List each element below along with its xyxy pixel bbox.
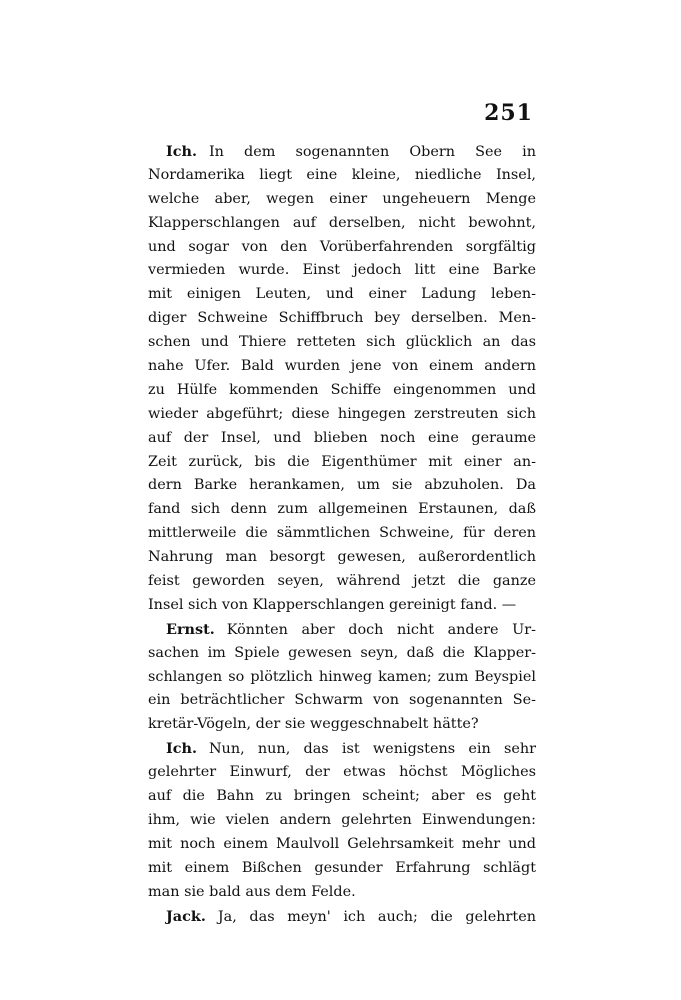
- text-line: mit einem Bißchen gesunder Erfahrung schlägt: [148, 859, 536, 876]
- text-line: wieder abgeführt; diese hingegen zerstreuten sich: [148, 405, 536, 422]
- page-number: 251: [484, 100, 533, 126]
- text-line: dern Barke herankamen, um sie abzuholen. Da: [148, 477, 536, 494]
- text-line: schlangen so plötzlich hinweg kamen; zum Beyspiel: [148, 668, 536, 685]
- text-line: [148, 618, 536, 642]
- speaker-name: Ich.: [166, 143, 197, 160]
- text-line: und sogar von den Vorüberfahrenden sorgfältig: [148, 238, 536, 255]
- speaker-name: Ich.: [166, 740, 197, 758]
- text-line: auf der Insel, und blieben noch eine geraume: [148, 429, 536, 446]
- text-line: ihm, wie vielen andern gelehrten Einwendungen:: [148, 811, 536, 828]
- text-line: man sie bald aus dem Felde.: [148, 883, 356, 900]
- line-text: Nun, nun, das ist wenigstens ein sehr: [208, 741, 536, 758]
- text-line: ein beträchtlicher Schwarm von sogenannten Se-: [148, 692, 536, 709]
- text-line: schen und Thiere retteten sich glücklich an das: [148, 334, 536, 351]
- text-line: Nordamerika liegt eine kleine, niedliche Insel,: [148, 166, 536, 183]
- line-text: Könnten aber doch nicht andere Ur-: [226, 621, 536, 638]
- text-line: mit noch einem Maulvoll Gelehrsamkeit mehr und: [148, 835, 536, 852]
- body-text: [148, 140, 536, 928]
- speaker-name: Ernst.: [166, 620, 215, 638]
- text-line: diger Schweine Schiffbruch bey derselben. Men-: [148, 310, 536, 327]
- text-line: [148, 737, 536, 761]
- text-line: gelehrter Einwurf, der etwas höchst Mögliches: [148, 764, 536, 781]
- text-line: [148, 140, 536, 164]
- speaker-name: Jack.: [166, 907, 206, 925]
- text-line: [148, 905, 536, 929]
- text-line: feist geworden seyen, während jetzt die ganze: [148, 573, 536, 590]
- line-text: Ja, das meyn' ich auch; die gelehrten: [217, 908, 536, 925]
- text-line: nahe Ufer. Bald wurden jene von einem andern: [148, 358, 536, 375]
- text-line: vermieden wurde. Einst jedoch litt eine Barke: [148, 262, 536, 279]
- text-line: welche aber, wegen einer ungeheuern Menge: [148, 190, 536, 207]
- text-line: Nahrung man besorgt gewesen, außerordentlich: [148, 549, 536, 566]
- line-text: In dem sogenannten Obern See in: [208, 144, 536, 160]
- text-line: kretär-Vögeln, der sie weggeschnabelt hätte?: [148, 716, 479, 733]
- text-line: Insel sich von Klapperschlangen gereinigt fand. —: [148, 596, 517, 613]
- text-line: mit einigen Leuten, und einer Ladung leben-: [148, 286, 536, 303]
- text-line: zu Hülfe kommenden Schiffe eingenommen und: [148, 381, 536, 398]
- text-line: Zeit zurück, bis die Eigenthümer mit einer an-: [148, 453, 536, 470]
- text-line: auf die Bahn zu bringen scheint; aber es geht: [148, 788, 536, 805]
- text-line: Klapperschlangen auf derselben, nicht bewohnt,: [148, 214, 536, 231]
- text-line: fand sich denn zum allgemeinen Erstaunen, daß: [148, 501, 536, 518]
- text-line: sachen im Spiele gewesen seyn, daß die Klapper-: [148, 644, 536, 661]
- text-line: mittlerweile die sämmtlichen Schweine, für deren: [148, 525, 536, 542]
